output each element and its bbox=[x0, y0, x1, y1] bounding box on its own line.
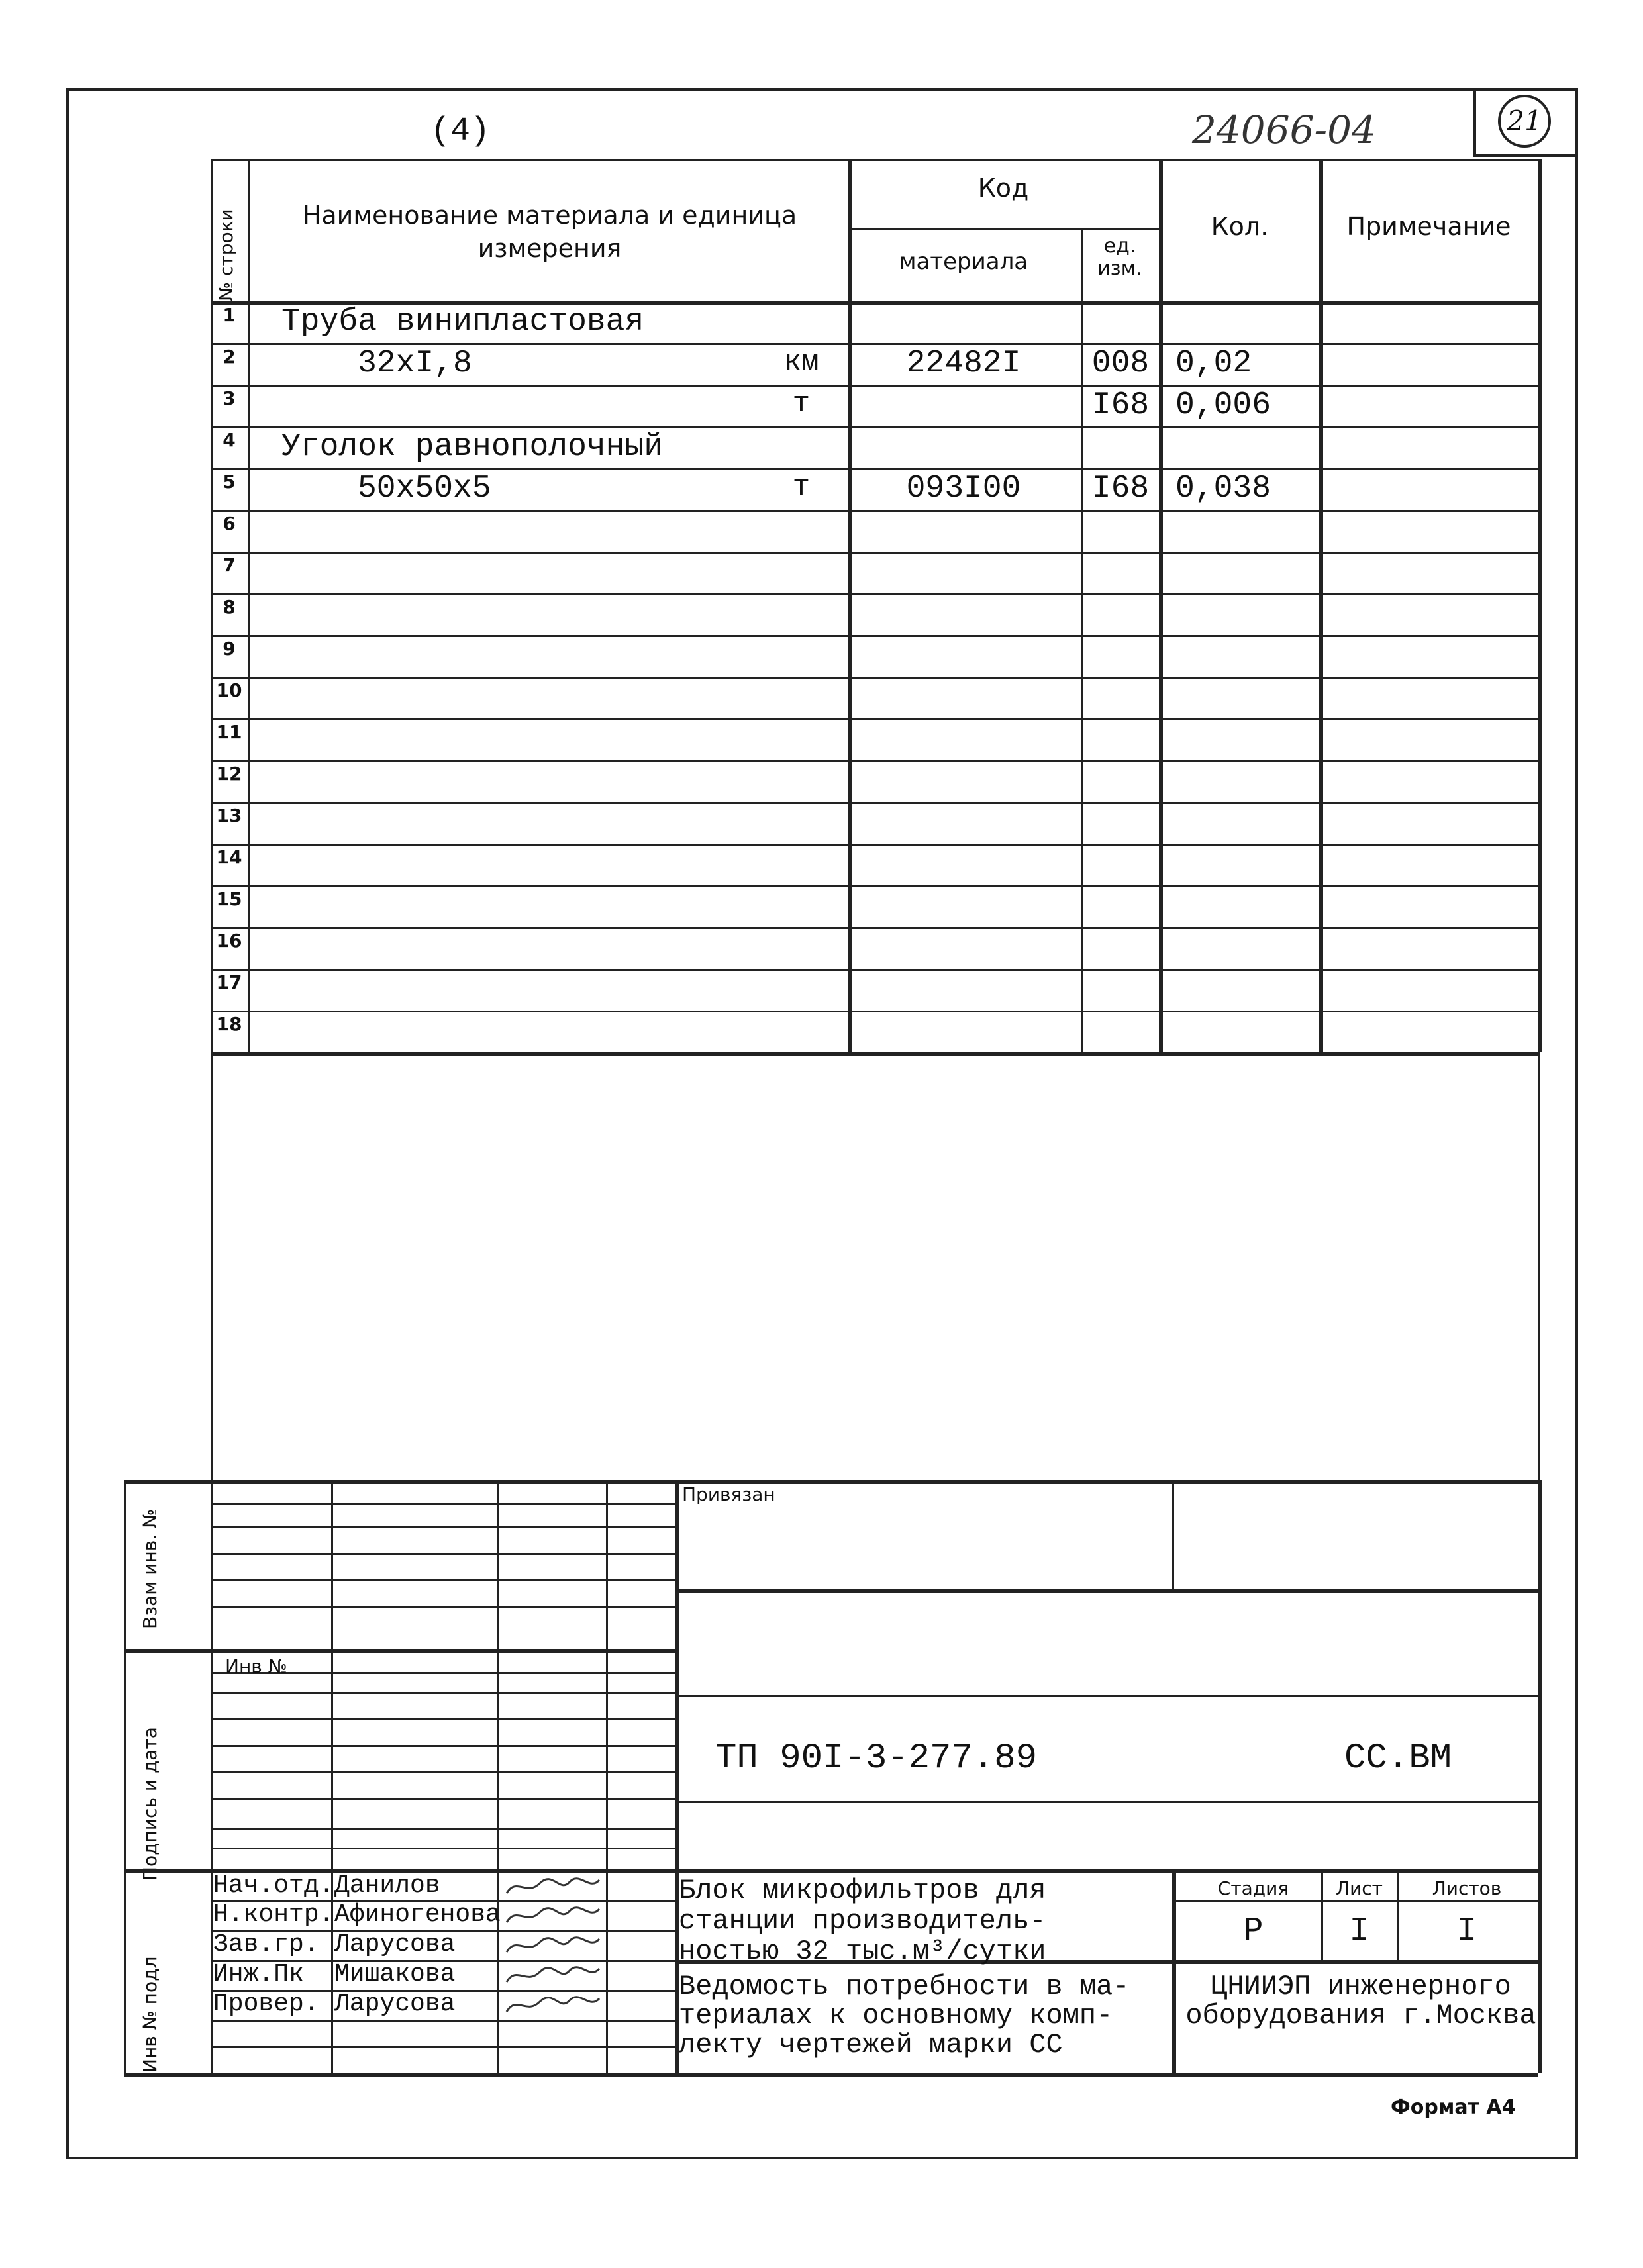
organization-text: ЦНИИЭП инженерного оборудования г.Москва bbox=[1185, 1971, 1536, 2032]
row-number: 7 bbox=[223, 554, 236, 576]
row-line bbox=[211, 760, 1538, 762]
row-number: 11 bbox=[216, 721, 242, 743]
tb-title-top bbox=[675, 1869, 1538, 1873]
sheet-value: I bbox=[1349, 1912, 1369, 1950]
tb-grid-row bbox=[211, 1606, 675, 1608]
row-number: 1 bbox=[223, 304, 236, 326]
tb-col-3 bbox=[606, 1480, 608, 2073]
row-number: 8 bbox=[223, 596, 236, 618]
side-label-inv-podl: Инв № подл bbox=[139, 1956, 161, 2073]
rownum-col-line bbox=[248, 159, 250, 1052]
material-name: 32хI,8 bbox=[358, 346, 472, 381]
tb-grid-row bbox=[211, 1579, 675, 1581]
row-number: 6 bbox=[223, 513, 236, 534]
tb-designation-top bbox=[675, 1695, 1538, 1697]
row-number: 12 bbox=[216, 763, 242, 785]
col-header-note: Примечание bbox=[1346, 212, 1511, 241]
material-col-line bbox=[1081, 228, 1083, 1052]
tb-grid-row bbox=[211, 1828, 675, 1830]
col-header-name bbox=[252, 199, 848, 265]
row-line bbox=[211, 552, 1538, 554]
row-number: 9 bbox=[223, 638, 236, 660]
tb-staff-row bbox=[211, 2020, 675, 2022]
signature bbox=[503, 1995, 603, 2015]
row-number: 4 bbox=[223, 429, 236, 451]
material-name: Труба винипластовая bbox=[281, 304, 644, 340]
row-line bbox=[211, 844, 1538, 846]
staff-name: Данилов bbox=[334, 1871, 440, 1900]
row-line bbox=[211, 635, 1538, 637]
sheet-title-text: Ведомость потребности в ма- териалах к основному комп- лекту чертежей марки СС bbox=[679, 1971, 1130, 2061]
signature bbox=[503, 1877, 603, 1897]
staff-name: Мишакова bbox=[334, 1960, 456, 1989]
tb-grid-row bbox=[211, 1745, 675, 1747]
row-line bbox=[211, 885, 1538, 887]
tb-sep-vzam bbox=[124, 1649, 675, 1653]
format-label: Формат А4 bbox=[1391, 2096, 1516, 2119]
col-header-name-text: Наименование материала и единица измерения bbox=[302, 201, 797, 263]
staff-role: Провер. bbox=[213, 1990, 319, 2018]
tb-side-left bbox=[124, 1480, 126, 2073]
tb-bottom bbox=[124, 2073, 1538, 2077]
note-col-line bbox=[1538, 159, 1542, 1052]
privyazan-label: Привязан bbox=[682, 1483, 775, 1505]
name-col-line bbox=[848, 159, 852, 1052]
staff-role: Нач.отд. bbox=[213, 1871, 334, 1900]
row-number: 5 bbox=[223, 471, 236, 493]
row-number: 16 bbox=[216, 930, 242, 952]
tb-stage-header-line bbox=[1172, 1900, 1538, 1902]
tb-grid-row bbox=[211, 1692, 675, 1694]
row-line bbox=[211, 1011, 1538, 1012]
sheet-index: (4) bbox=[430, 113, 491, 150]
table-top-line bbox=[211, 159, 1538, 161]
row-number: 14 bbox=[216, 846, 242, 868]
staff-role: Н.контр. bbox=[213, 1900, 334, 1929]
row-number: 13 bbox=[216, 805, 242, 826]
unit-code: 008 bbox=[1091, 346, 1150, 381]
drawing-mark: СС.ВМ bbox=[1344, 1738, 1452, 1779]
tb-grid-row bbox=[211, 1771, 675, 1773]
row-line bbox=[211, 510, 1538, 512]
row-line bbox=[211, 426, 1538, 428]
material-name: 50х50х5 bbox=[358, 471, 491, 507]
tb-privyazan-split bbox=[1172, 1480, 1174, 1589]
row-number: 15 bbox=[216, 888, 242, 910]
col-header-qty: Кол. bbox=[1211, 212, 1269, 241]
tb-grid-row bbox=[211, 1553, 675, 1555]
col-header-code-material: материала bbox=[899, 248, 1028, 275]
page-badge-number: 21 bbox=[1507, 105, 1542, 137]
side-label-vzam: Взам инв. № bbox=[139, 1508, 161, 1629]
stage-value: Р bbox=[1243, 1912, 1264, 1950]
stage-label: Стадия bbox=[1217, 1877, 1289, 1899]
unit-col-line bbox=[1159, 159, 1163, 1052]
unit-of-measure: т bbox=[792, 471, 811, 504]
col-header-row-no: № строки bbox=[215, 209, 237, 301]
right-margin-line bbox=[1538, 1052, 1540, 1480]
row-line bbox=[211, 718, 1538, 720]
unit-of-measure: т bbox=[792, 387, 811, 420]
row-line bbox=[211, 343, 1538, 345]
tb-grid-row bbox=[211, 1848, 675, 1849]
tb-grid-row bbox=[211, 1798, 675, 1800]
row-line bbox=[211, 927, 1538, 929]
tb-privyazan-bottom bbox=[675, 1589, 1538, 1593]
inv-no-label: Инв № bbox=[225, 1655, 287, 1677]
table-bottom-line bbox=[211, 1052, 1538, 1056]
sheet-label: Лист bbox=[1336, 1877, 1383, 1899]
staff-name: Ларусова bbox=[334, 1930, 456, 1959]
unit-of-measure: км bbox=[783, 346, 819, 379]
tb-designation-bottom bbox=[675, 1801, 1538, 1803]
tb-staff-row bbox=[211, 2046, 675, 2048]
tb-col-1 bbox=[331, 1480, 333, 2073]
sheets-value: I bbox=[1456, 1912, 1477, 1950]
signature bbox=[503, 1965, 603, 1985]
staff-name: Афиногенова bbox=[334, 1900, 501, 1929]
tb-side-right bbox=[211, 1480, 213, 2073]
object-title bbox=[679, 1875, 1162, 1967]
row-line bbox=[211, 385, 1538, 387]
col-header-code-unit: ед. изм. bbox=[1097, 234, 1142, 280]
material-code: 093I00 bbox=[906, 471, 1021, 507]
material-code: 22482I bbox=[906, 346, 1021, 381]
unit-code: I68 bbox=[1091, 387, 1150, 423]
sheet-title bbox=[679, 1972, 1182, 2059]
object-title-text: Блок микрофильтров для станции производитель- ностью 32 тыс.м³/сутки bbox=[679, 1875, 1046, 1967]
sheets-label: Листов bbox=[1432, 1877, 1502, 1899]
row-line bbox=[211, 677, 1538, 679]
row-number: 3 bbox=[223, 387, 236, 409]
quantity: 0,038 bbox=[1175, 471, 1271, 507]
signature bbox=[503, 1906, 603, 1926]
quantity: 0,02 bbox=[1175, 346, 1252, 381]
unit-code: I68 bbox=[1091, 471, 1150, 507]
col-header-code: Код bbox=[977, 173, 1029, 203]
tb-top bbox=[124, 1480, 1538, 1484]
page-badge bbox=[1498, 95, 1551, 148]
row-number: 18 bbox=[216, 1013, 242, 1035]
tb-grid-row bbox=[211, 1526, 675, 1528]
material-name: Уголок равнополочный bbox=[281, 429, 664, 465]
row-line bbox=[211, 802, 1538, 804]
signature bbox=[503, 1936, 603, 1955]
staff-name: Ларусова bbox=[334, 1990, 456, 2018]
organization bbox=[1185, 1972, 1536, 2030]
row-number: 10 bbox=[216, 679, 242, 701]
code-subheader-line bbox=[848, 228, 1159, 230]
tb-grid-row bbox=[211, 1503, 675, 1505]
staff-role: Инж.Пк bbox=[213, 1960, 304, 1989]
qty-col-line bbox=[1319, 159, 1323, 1052]
tb-right bbox=[1538, 1480, 1542, 2073]
row-number: 2 bbox=[223, 346, 236, 368]
staff-role: Зав.гр. bbox=[213, 1930, 319, 1959]
row-line bbox=[211, 468, 1538, 470]
row-number: 17 bbox=[216, 971, 242, 993]
designation: ТП 90I-3-277.89 bbox=[715, 1738, 1038, 1779]
quantity: 0,006 bbox=[1175, 387, 1271, 423]
row-line bbox=[211, 593, 1538, 595]
tb-col-2 bbox=[497, 1480, 499, 2073]
side-label-podpis: Подпись и дата bbox=[139, 1727, 161, 1881]
row-line bbox=[211, 969, 1538, 971]
tb-grid-row bbox=[211, 1718, 675, 1720]
doc-number: 24066-04 bbox=[1192, 107, 1376, 152]
